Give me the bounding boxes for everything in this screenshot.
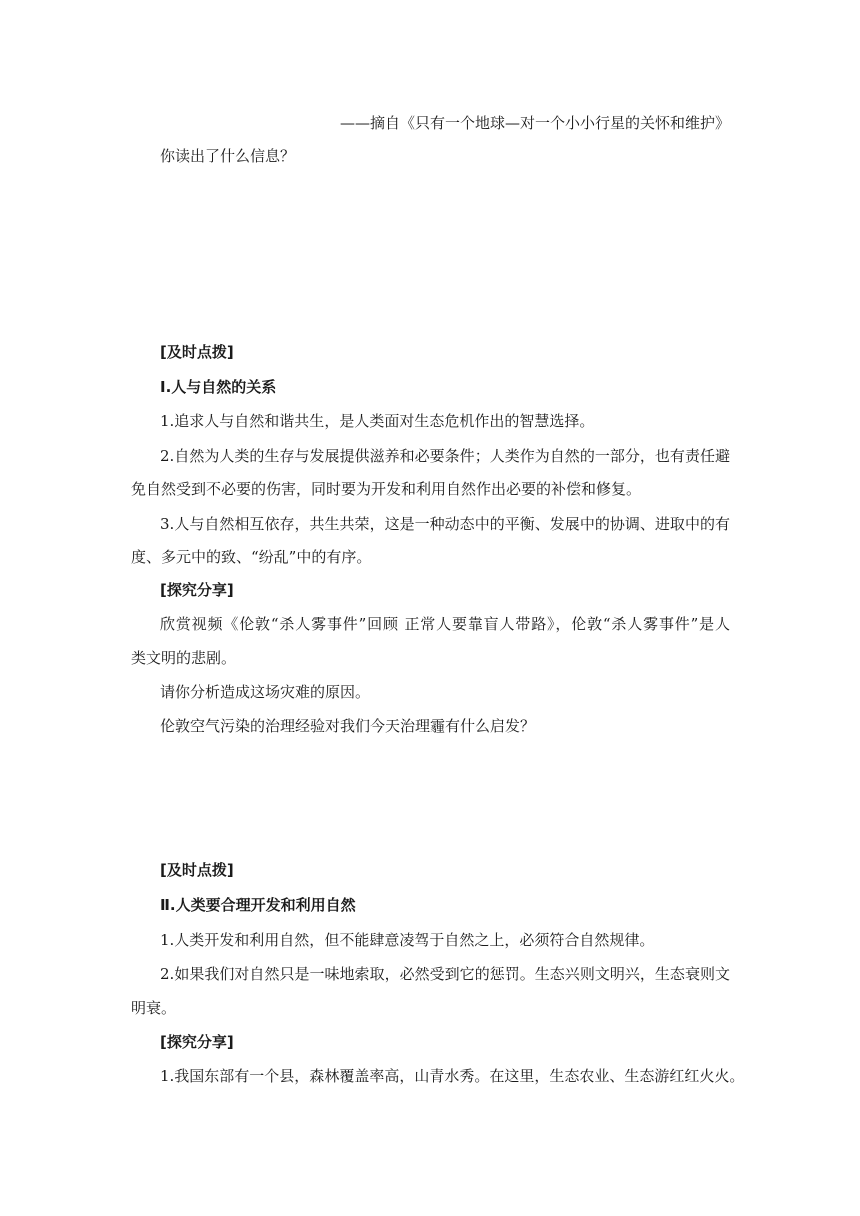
section1-paragraph-2-line2: 免自然受到不必要的伤害，同时要为开发和利用自然作出必要的补偿和修复。 [131, 480, 642, 498]
section1-paragraph-1: 1.追求人与自然和谐共生，是人类面对生态危机作出的智慧选择。 [160, 412, 595, 430]
citation: ——摘自《只有一个地球—对一个小小行星的关怀和维护》 [339, 114, 730, 132]
explore1-question-2: 伦敦空气污染的治理经验对我们今天治理霾有什么启发？ [160, 717, 536, 735]
explore1-label: [探究分享] [160, 581, 234, 599]
section1-paragraph-3-line1: 3.人与自然相互依存，共生共荣，这是一种动态中的平衡、发展中的协调、进取中的有 [160, 515, 730, 533]
explore1-question-1: 请你分析造成这场灾难的原因。 [160, 683, 371, 701]
explore2-label: [探究分享] [160, 1033, 234, 1051]
section1-label: [及时点拨] [160, 343, 234, 361]
section2-paragraph-1: 1.人类开发和利用自然，但不能肆意凌驾于自然之上，必须符合自然规律。 [160, 931, 655, 949]
question-what-info: 你读出了什么信息？ [160, 147, 296, 165]
explore1-paragraph-line1: 欣赏视频《伦敦“杀人雾事件”回顾 正常人要靠盲人带路》，伦敦“杀人雾事件”是人 [160, 615, 730, 633]
explore2-paragraph-1: 1.我国东部有一个县，森林覆盖率高，山青水秀。在这里，生态农业、生态游红红火火。 [160, 1067, 745, 1085]
explore1-paragraph-line2: 类文明的悲剧。 [131, 649, 237, 667]
section2-paragraph-2-line2: 明衰。 [131, 999, 177, 1017]
section1-heading: Ⅰ.人与自然的关系 [160, 378, 277, 396]
section2-paragraph-2-line1: 2.如果我们对自然只是一味地索取，必然受到它的惩罚。生态兴则文明兴，生态衰则文 [160, 965, 730, 983]
section2-heading: Ⅱ.人类要合理开发和利用自然 [160, 896, 356, 914]
section1-paragraph-2-line1: 2.自然为人类的生存与发展提供滋养和必要条件；人类作为自然的一部分，也有责任避 [160, 447, 730, 465]
section1-paragraph-3-line2: 度、多元中的致、“纷乱”中的有序。 [131, 548, 372, 566]
section2-label: [及时点拨] [160, 861, 234, 879]
